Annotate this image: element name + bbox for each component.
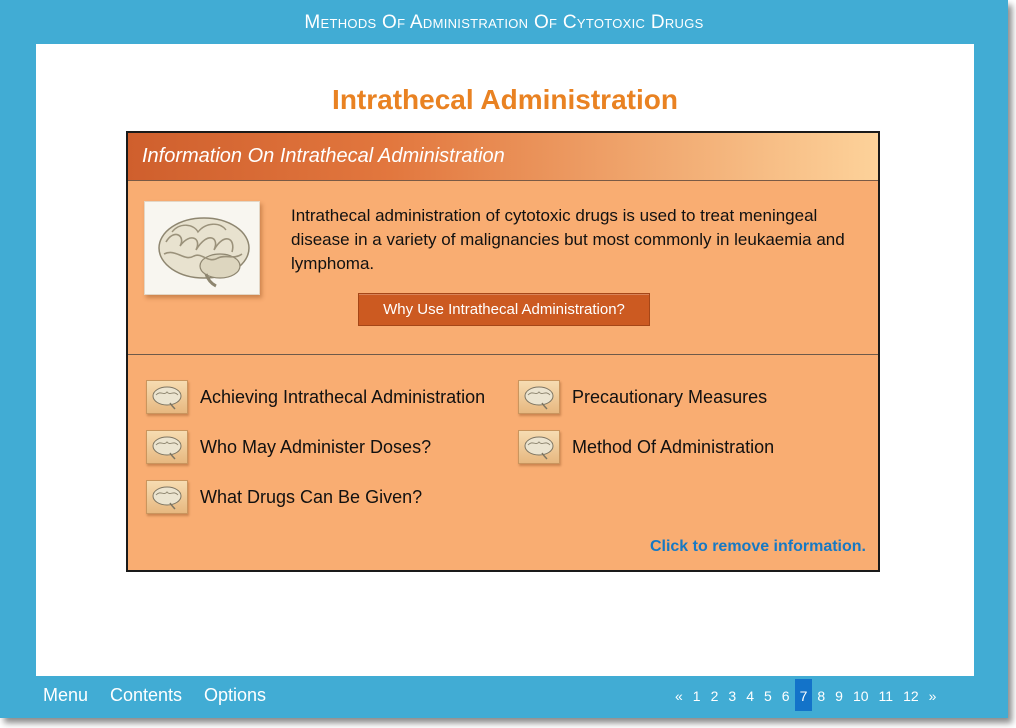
intro-text: Intrathecal administration of cytotoxic drugs is used to treat meningeal disease in a variety of malignancies but most commonly in leukaemia and lymphoma.	[291, 206, 845, 273]
page-1-link[interactable]: 1	[692, 688, 701, 704]
panel-header	[128, 133, 878, 181]
topic-label: Precautionary Measures	[572, 386, 768, 407]
information-panel	[126, 131, 880, 572]
topic-precautionary-measures[interactable]	[518, 379, 767, 415]
page-title: Intrathecal Administration	[332, 84, 678, 115]
brain-icon	[518, 430, 560, 464]
topic-label: Method Of Administration	[572, 436, 775, 457]
brain-icon	[146, 480, 188, 514]
options-link[interactable]: Options	[204, 685, 267, 705]
menu-link[interactable]: Menu	[43, 685, 89, 705]
page-12-link[interactable]: 12	[903, 688, 919, 704]
topic-who-may-administer-doses[interactable]	[146, 429, 431, 465]
page-3-link[interactable]: 3	[728, 688, 737, 704]
brain-icon	[150, 208, 254, 288]
page-8-link[interactable]: 8	[817, 688, 826, 704]
page-5-link[interactable]: 5	[763, 688, 772, 704]
topic-label: Achieving Intrathecal Administration	[200, 386, 486, 407]
page-2-link[interactable]: 2	[710, 688, 719, 704]
next-page-button[interactable]: »	[928, 688, 937, 704]
topic-what-drugs-can-be-given[interactable]	[146, 479, 422, 515]
topic-achieving-intrathecal-administration[interactable]	[146, 379, 485, 415]
page-6-link[interactable]: 6	[781, 688, 790, 704]
topic-method-of-administration[interactable]	[518, 429, 774, 465]
brain-image	[144, 201, 260, 295]
page-10-link[interactable]: 10	[852, 688, 869, 704]
app-title: Methods Of Administration Of Cytotoxic Drugs	[304, 12, 704, 33]
page-navigation	[670, 679, 941, 711]
content-area	[36, 44, 974, 676]
contents-link[interactable]: Contents	[110, 685, 183, 705]
panel-header-title: Information On Intrathecal Administration	[142, 145, 505, 167]
brain-icon	[518, 380, 560, 414]
previous-page-button[interactable]: «	[675, 688, 683, 704]
brain-icon	[146, 380, 188, 414]
topic-label: Who May Administer Doses?	[200, 436, 432, 457]
topic-label: What Drugs Can Be Given?	[200, 486, 423, 507]
page-9-link[interactable]: 9	[835, 688, 843, 704]
page-7-link-current[interactable]: 7	[795, 679, 813, 711]
divider	[128, 354, 878, 355]
page-4-link[interactable]: 4	[746, 688, 754, 704]
remove-information-link[interactable]: Click to remove information.	[649, 538, 866, 555]
why-use-intrathecal-button[interactable]: Why Use Intrathecal Administration?	[358, 293, 650, 326]
brain-icon	[146, 430, 188, 464]
page-11-link[interactable]: 11	[878, 688, 894, 704]
